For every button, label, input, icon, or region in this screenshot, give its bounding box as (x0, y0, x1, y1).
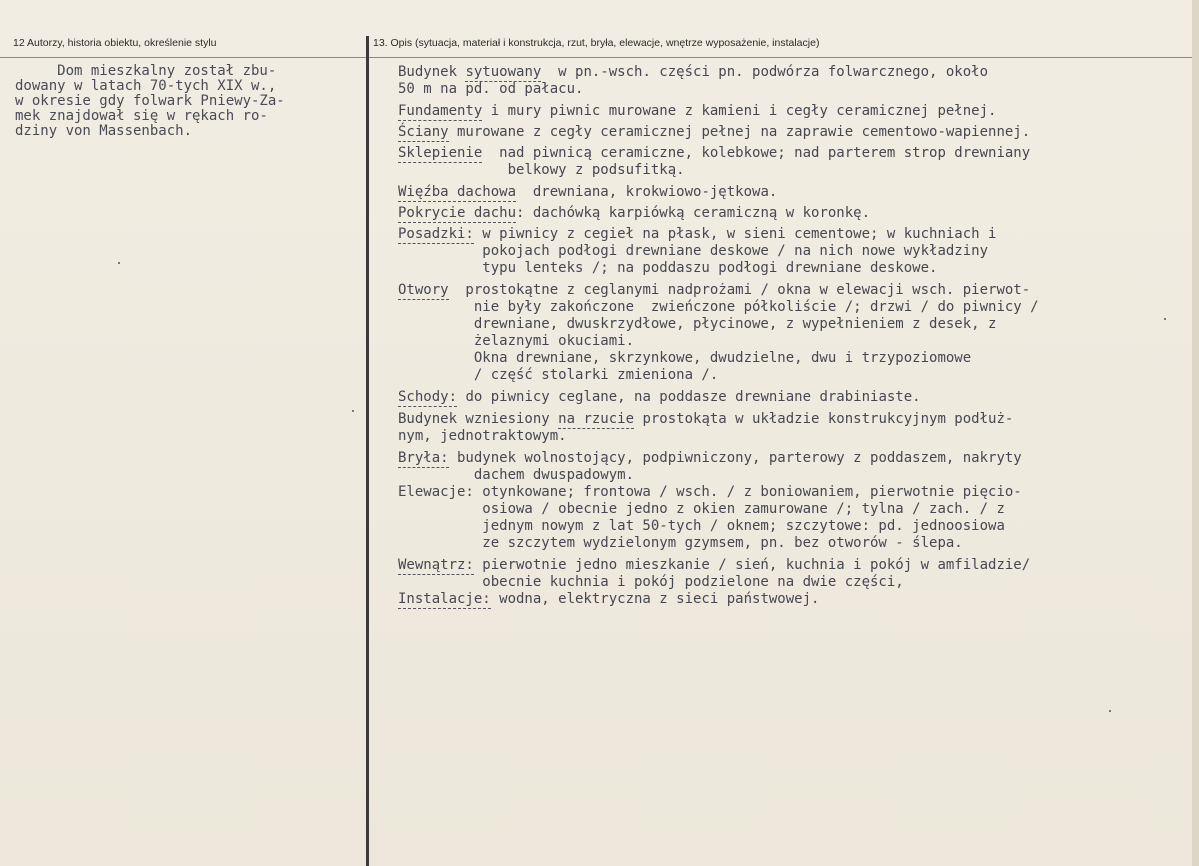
keyword-wiezba-dachowa: Więźba dachowa (398, 184, 517, 200)
keyword-schody: Schody: (398, 389, 458, 405)
text: Budynek wzniesiony (398, 411, 559, 427)
text: prostokąta w układzie konstrukcyjnym podłuż- (634, 411, 1014, 427)
text-line: dachem dwuspadowym. (398, 467, 635, 483)
section-12-text (15, 64, 360, 139)
text-line: jednym nowym z lat 50-tych / oknem; szczytowe: pd. jednoosiowa (398, 518, 1005, 534)
paragraph-roofing (398, 205, 1188, 222)
keyword-otwory: Otwory (398, 282, 449, 298)
text-line: Elewacje: otynkowane; frontowa / wsch. / z boniowaniem, pierwotnie pięcio- (398, 484, 1022, 500)
text: budynek wolnostojący, podpiwniczony, parterowy z poddaszem, nakryty (448, 450, 1022, 466)
text: wodna, elektryczna z sieci państwowej. (490, 591, 820, 607)
paper-speck (1164, 318, 1166, 320)
paragraph-stairs (398, 389, 1188, 406)
text: murowane z cegły ceramicznej pełnej na zaprawie cementowo-wapiennej. (448, 124, 1031, 140)
keyword-fundamenty: Fundamenty (398, 103, 483, 119)
text-line: typu lenteks /; na poddaszu podłogi drewniane deskowe. (398, 260, 938, 276)
keyword-sciany: Ściany (398, 124, 449, 140)
keyword-bryla: Bryła: (398, 450, 449, 466)
paragraph-installations (398, 591, 1188, 608)
text-line: Okna drewniane, skrzynkowe, dwudzielne, dwu i trzypoziomowe (398, 350, 972, 366)
text: drewniana, krokwiowo-jętkowa. (516, 184, 778, 200)
paragraph-openings (398, 282, 1188, 384)
text: pierwotnie jedno mieszkanie / sień, kuchnia i pokój w amfiladzie/ (473, 557, 1031, 573)
paragraph-walls (398, 124, 1188, 141)
section-12-title: 12 Autorzy, historia obiektu, określenie stylu (13, 37, 217, 49)
header-rule (0, 57, 1199, 58)
history-line: dowany w latach 70-tych XIX w., (15, 78, 277, 94)
text: : dachówką karpiówką ceramiczną w koronkę. (516, 205, 871, 221)
text-line: osiowa / obecnie jedno z okien zamurowane /; tylna / zach. / z (398, 501, 1005, 517)
text-line: / część stolarki zmieniona /. (398, 367, 719, 383)
paragraph-interior (398, 557, 1188, 591)
text-line: pokojach podłogi drewniane deskowe / na nich nowe wykładziny (398, 243, 989, 259)
text: w pn.-wsch. części pn. podwórza folwarcznego, około (541, 64, 989, 80)
paper-speck (352, 410, 354, 412)
text: nad piwnicą ceramiczne, kolebkowe; nad parterem strop drewniany (482, 145, 1031, 161)
paper-speck (1109, 710, 1111, 712)
paragraph-floors (398, 226, 1188, 277)
text-line: belkowy z podsufitką. (398, 162, 685, 178)
history-line: dziny von Massenbach. (15, 123, 193, 139)
column-divider (366, 36, 369, 866)
section-13-text (398, 64, 1188, 608)
paragraph-vaults (398, 145, 1188, 179)
paper-speck (118, 262, 120, 264)
paragraph-location (398, 64, 1188, 98)
paragraph-foundations (398, 103, 1188, 120)
paragraph-plan (398, 411, 1188, 445)
text: w piwnicy z cegieł na płask, w sieni cementowe; w kuchniach i (473, 226, 997, 242)
keyword-instalacje: Instalacje: (398, 591, 491, 607)
text-line: żelaznymi okuciami. (398, 333, 635, 349)
keyword-wewnatrz: Wewnątrz: (398, 557, 474, 573)
keyword-na-rzucie: na rzucie (558, 411, 635, 427)
text-line: obecnie kuchnia i pokój podzielone na dwie części, (398, 574, 904, 590)
text-line: ze szczytem wydzielonym gzymsem, pn. bez otworów - ślepa. (398, 535, 963, 551)
keyword-sytuowany: sytuowany (465, 64, 542, 80)
history-line: mek znajdował się w rękach ro- (15, 108, 268, 124)
keyword-pokrycie-dachu: Pokrycie dachu (398, 205, 517, 221)
card-edge (1192, 0, 1199, 866)
text-line: nie były zakończone zwieńczone półkoliście /; drzwi / do piwnicy / (398, 299, 1039, 315)
paragraph-roof-truss (398, 184, 1188, 201)
history-line: Dom mieszkalny został zbu- (15, 63, 277, 79)
text: prostokątne z ceglanymi nadprożami / okna w elewacji wsch. pierwot- (448, 282, 1031, 298)
history-line: w okresie gdy folwark Pniewy-Za- (15, 93, 285, 109)
paragraph-form (398, 450, 1188, 484)
text: do piwnicy ceglane, na poddasze drewniane drabiniaste. (457, 389, 921, 405)
section-13-title: 13. Opis (sytuacja, materiał i konstrukcja, rzut, bryła, elewacje, wnętrze wyposażenie, instalacje) (373, 37, 820, 49)
text-line: drewniane, dwuskrzydłowe, płycinowe, z wypełnieniem z desek, z (398, 316, 997, 332)
keyword-sklepienie: Sklepienie (398, 145, 483, 161)
keyword-posadzki: Posadzki: (398, 226, 474, 242)
text-line: nym, jednotraktowym. (398, 428, 567, 444)
paragraph-elevations (398, 484, 1188, 552)
text: Budynek (398, 64, 466, 80)
text-line: 50 m na pd. od pałacu. (398, 81, 601, 97)
text: i mury piwnic murowane z kamieni i cegły ceramicznej pełnej. (482, 103, 997, 119)
